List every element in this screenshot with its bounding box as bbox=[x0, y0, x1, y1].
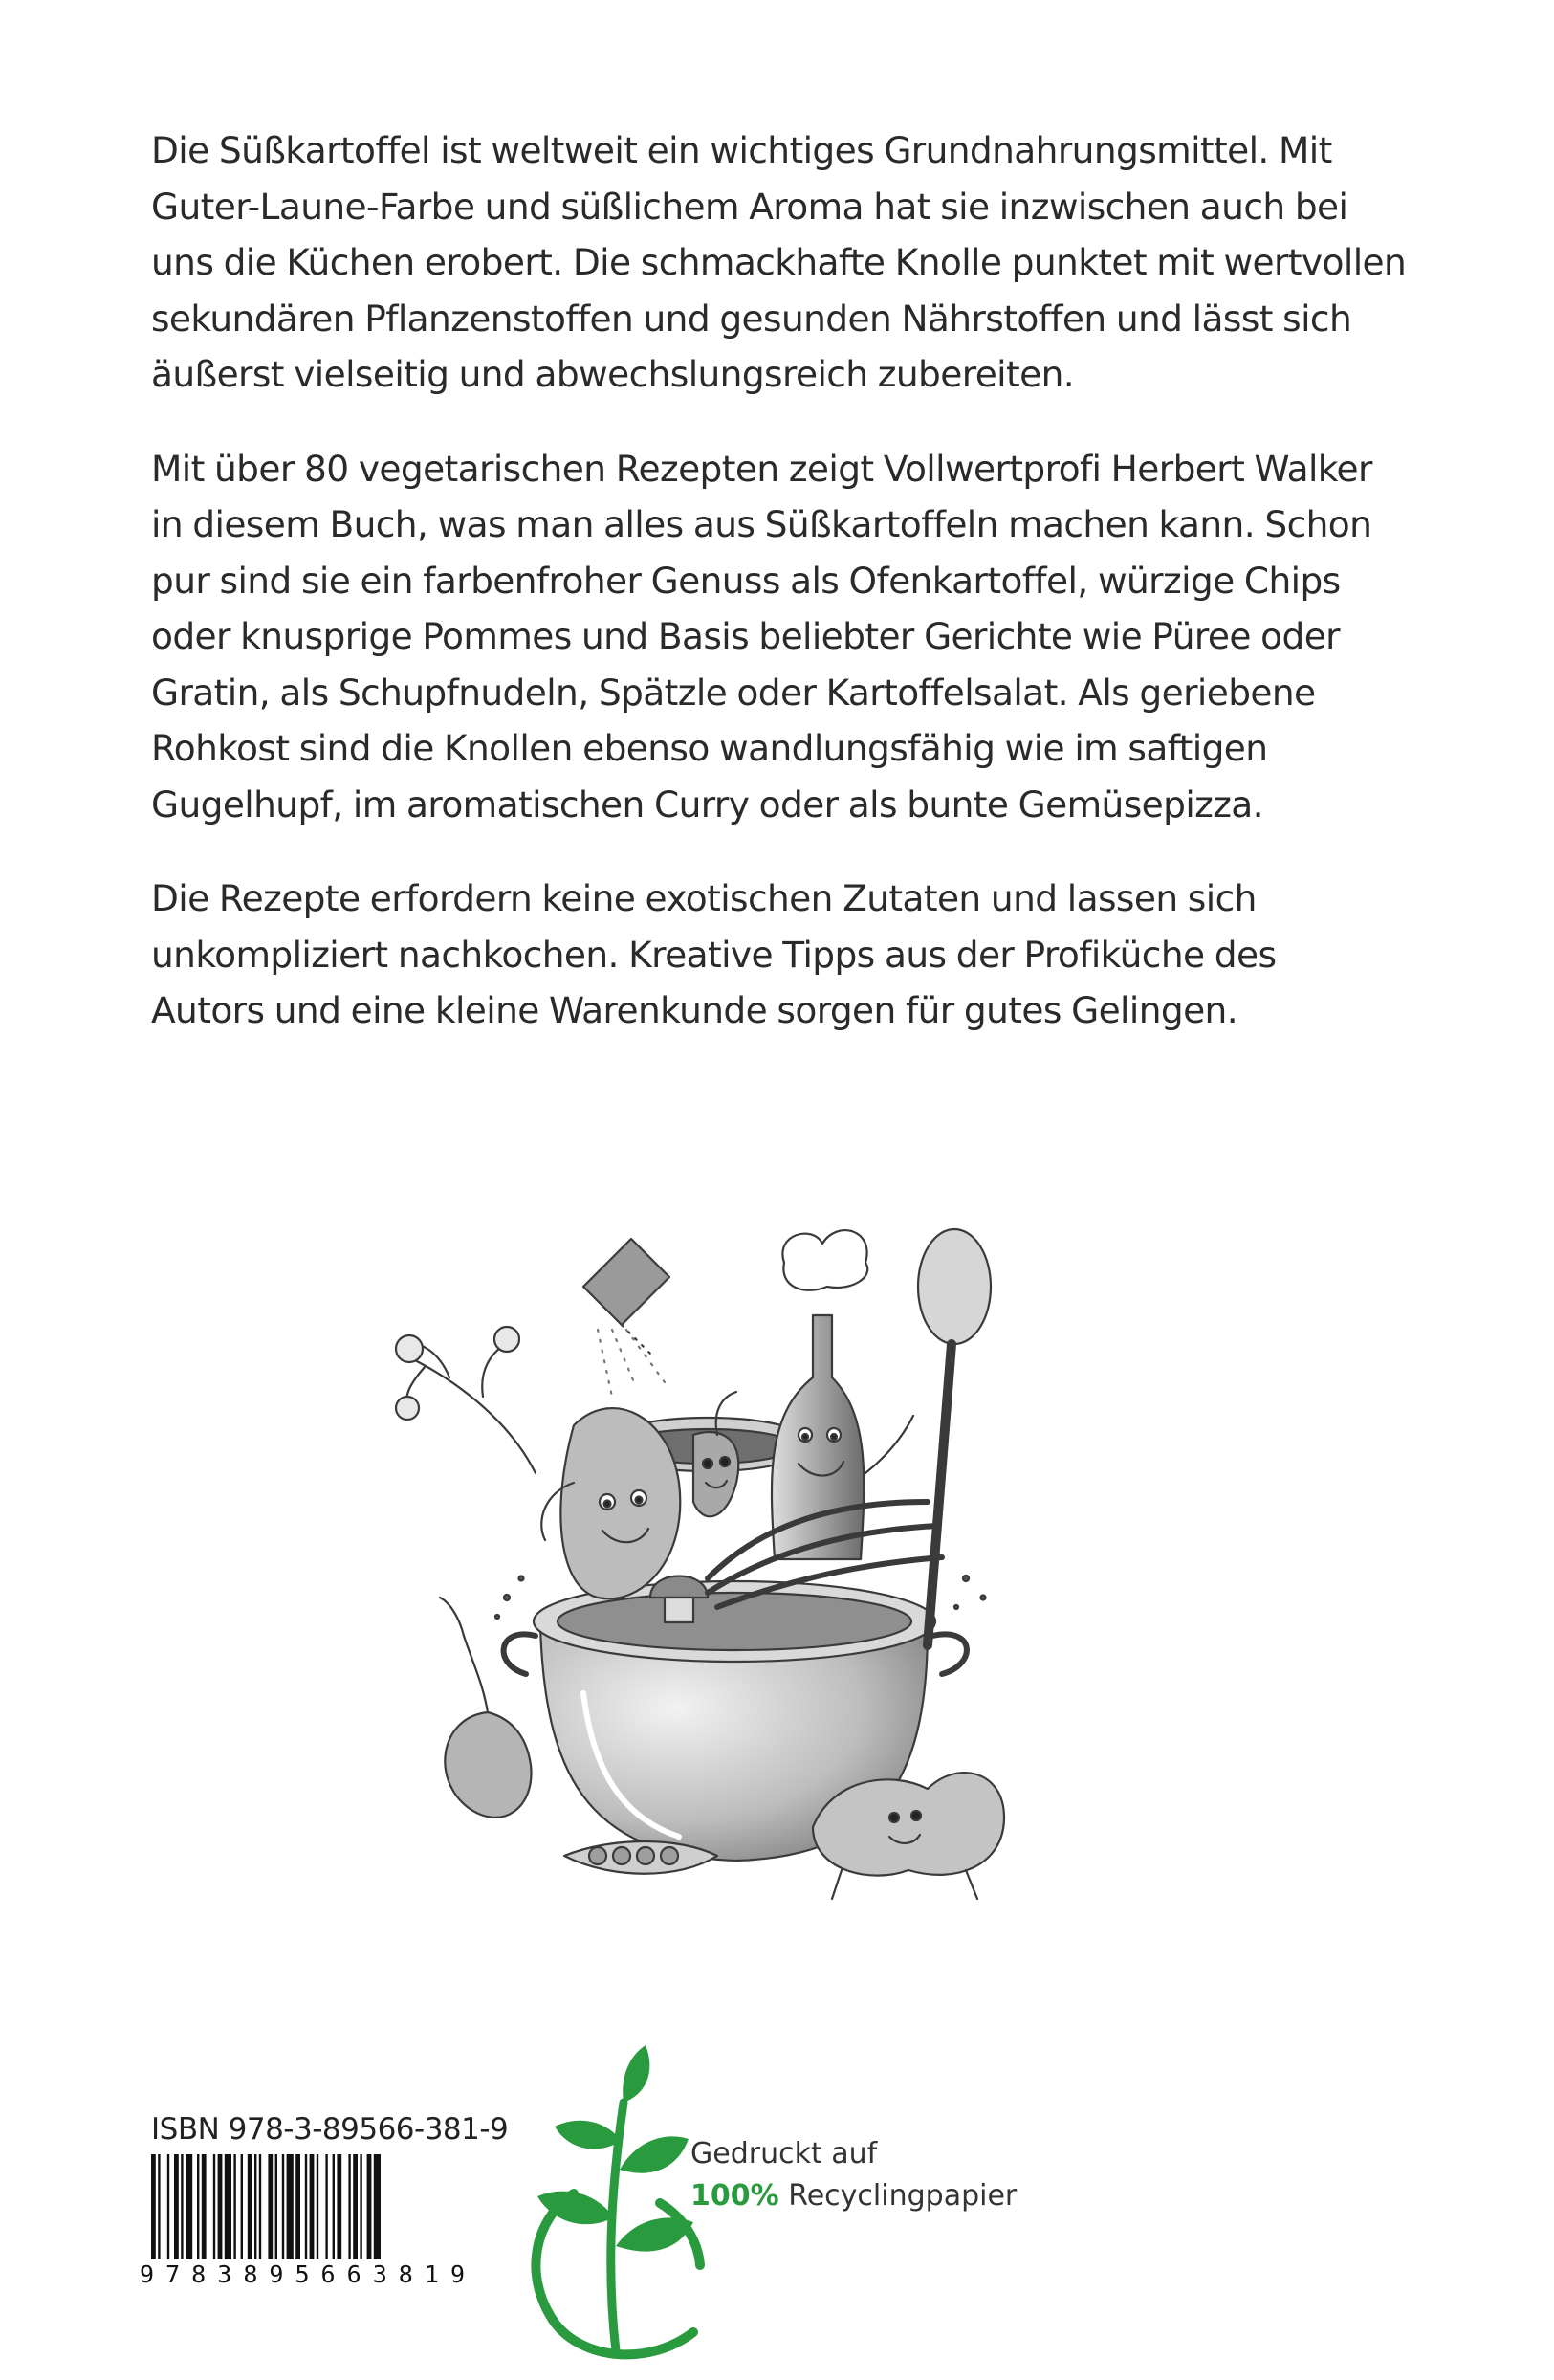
barcode-bar bbox=[305, 2154, 307, 2259]
barcode-bar bbox=[353, 2154, 358, 2259]
barcode-bar bbox=[310, 2154, 315, 2259]
carrot-character bbox=[693, 1392, 738, 1516]
text-line: Die Süßkartoffel ist weltweit ein wichtiges Grundnahrungsmittel. Mit bbox=[151, 129, 1332, 171]
barcode-bar bbox=[158, 2154, 160, 2259]
barcode-bar bbox=[295, 2154, 300, 2259]
salt-shaker bbox=[583, 1239, 669, 1397]
text-line: Guter-Laune-Farbe und süßlichem Aroma hat sie inzwischen auch bei bbox=[151, 185, 1348, 228]
text-line: pur sind sie ein farbenfroher Genuss als Ofenkartoffel, würzige Chips bbox=[151, 559, 1341, 602]
description-paragraph-2 bbox=[151, 441, 1413, 833]
barcode-digit: 1 bbox=[424, 2260, 439, 2288]
barcode-bar bbox=[367, 2154, 372, 2259]
barcode-bar bbox=[348, 2154, 350, 2259]
parsley-sprig bbox=[396, 1327, 536, 1473]
barcode-bar bbox=[254, 2154, 256, 2259]
barcode-bar bbox=[268, 2154, 273, 2259]
eco-line-2 bbox=[690, 2175, 1017, 2217]
sweet-potato-character bbox=[541, 1408, 680, 1598]
barcode-bar bbox=[325, 2154, 327, 2259]
barcode-digit: 6 bbox=[320, 2260, 336, 2288]
barcode-bar bbox=[333, 2154, 335, 2259]
barcode-bar bbox=[186, 2154, 192, 2259]
wooden-spoon bbox=[918, 1229, 991, 1645]
barcode-bar bbox=[275, 2154, 277, 2259]
barcode-bar bbox=[225, 2154, 231, 2259]
barcode-bar bbox=[374, 2154, 381, 2259]
text-line: Autors und eine kleine Warenkunde sorgen für gutes Gelingen. bbox=[151, 989, 1238, 1031]
barcode-bar bbox=[218, 2154, 223, 2259]
barcode-bar bbox=[233, 2154, 235, 2259]
barcode-bar bbox=[213, 2154, 215, 2259]
barcode-bar bbox=[197, 2154, 199, 2259]
eco-line-2-rest: Recyclingpapier bbox=[778, 2179, 1018, 2213]
cartoon-vegetables-cooking-pot-illustration bbox=[392, 1196, 1081, 1923]
barcode-bar bbox=[317, 2154, 318, 2259]
barcode-bar bbox=[248, 2154, 252, 2259]
isbn-number: ISBN 978-3-89566-381-9 bbox=[151, 2112, 509, 2147]
barcode-bar bbox=[151, 2154, 156, 2259]
barcode-bar bbox=[259, 2154, 261, 2259]
barcode-bar bbox=[181, 2154, 183, 2259]
barcode-bar bbox=[241, 2154, 243, 2259]
barcode-digit: 9 bbox=[140, 2260, 155, 2288]
barcode-digit: 9 bbox=[269, 2260, 284, 2288]
recycling-paper-note bbox=[690, 2133, 1017, 2217]
barcode-digit: 3 bbox=[217, 2260, 232, 2288]
barcode-digit: 8 bbox=[191, 2260, 207, 2288]
description-paragraph-1 bbox=[151, 122, 1413, 403]
barcode-digits bbox=[140, 2260, 465, 2288]
text-line: Gratin, als Schupfnudeln, Spätzle oder Kartoffelsalat. Als geriebene bbox=[151, 671, 1316, 714]
pea-pod bbox=[564, 1841, 717, 1874]
barcode-digit: 6 bbox=[346, 2260, 361, 2288]
text-line: in diesem Buch, was man alles aus Süßkartoffeln machen kann. Schon bbox=[151, 503, 1372, 545]
text-line: Gugelhupf, im aromatischen Curry oder als bunte Gemüsepizza. bbox=[151, 782, 1264, 826]
barcode-digit: 3 bbox=[372, 2260, 387, 2288]
barcode-digit: 8 bbox=[243, 2260, 258, 2288]
barcode-bar bbox=[360, 2154, 361, 2259]
barcode bbox=[151, 2154, 461, 2259]
text-line: uns die Küchen erobert. Die schmackhafte Knolle punktet mit wertvollen bbox=[151, 241, 1407, 283]
onion bbox=[440, 1598, 531, 1818]
text-line: Rohkost sind die Knollen ebenso wandlungsfähig wie im saftigen bbox=[151, 727, 1268, 769]
description-text bbox=[151, 122, 1413, 1077]
eco-percent: 100% bbox=[690, 2179, 779, 2213]
barcode-bar bbox=[167, 2154, 169, 2259]
eco-line-1: Gedruckt auf bbox=[690, 2137, 878, 2171]
text-line: oder knusprige Pommes und Basis beliebter Gerichte wie Püree oder bbox=[151, 615, 1341, 657]
text-line: sekundären Pflanzenstoffen und gesunden Nährstoffen und lässt sich bbox=[151, 297, 1352, 340]
ginger-character bbox=[813, 1773, 1004, 1899]
text-line: Die Rezepte erfordern keine exotischen Zutaten und lassen sich bbox=[151, 877, 1257, 919]
barcode-digit: 8 bbox=[398, 2260, 413, 2288]
description-paragraph-3 bbox=[151, 870, 1413, 1039]
text-line: äußerst vielseitig und abwechslungsreich zubereiten. bbox=[151, 353, 1075, 395]
text-line: unkompliziert nachkochen. Kreative Tipps aus der Profiküche des bbox=[151, 933, 1277, 976]
barcode-digit: 5 bbox=[295, 2260, 310, 2288]
text-line: Mit über 80 vegetarischen Rezepten zeigt Vollwertprofi Herbert Walker bbox=[151, 447, 1372, 490]
barcode-digit: 7 bbox=[165, 2260, 181, 2288]
barcode-bar bbox=[174, 2154, 179, 2259]
barcode-digit: 9 bbox=[449, 2260, 465, 2288]
barcode-bar bbox=[202, 2154, 207, 2259]
plant-sprout-icon bbox=[516, 2036, 717, 2380]
barcode-bar bbox=[337, 2154, 341, 2259]
barcode-bar bbox=[287, 2154, 294, 2259]
barcode-bar bbox=[282, 2154, 284, 2259]
